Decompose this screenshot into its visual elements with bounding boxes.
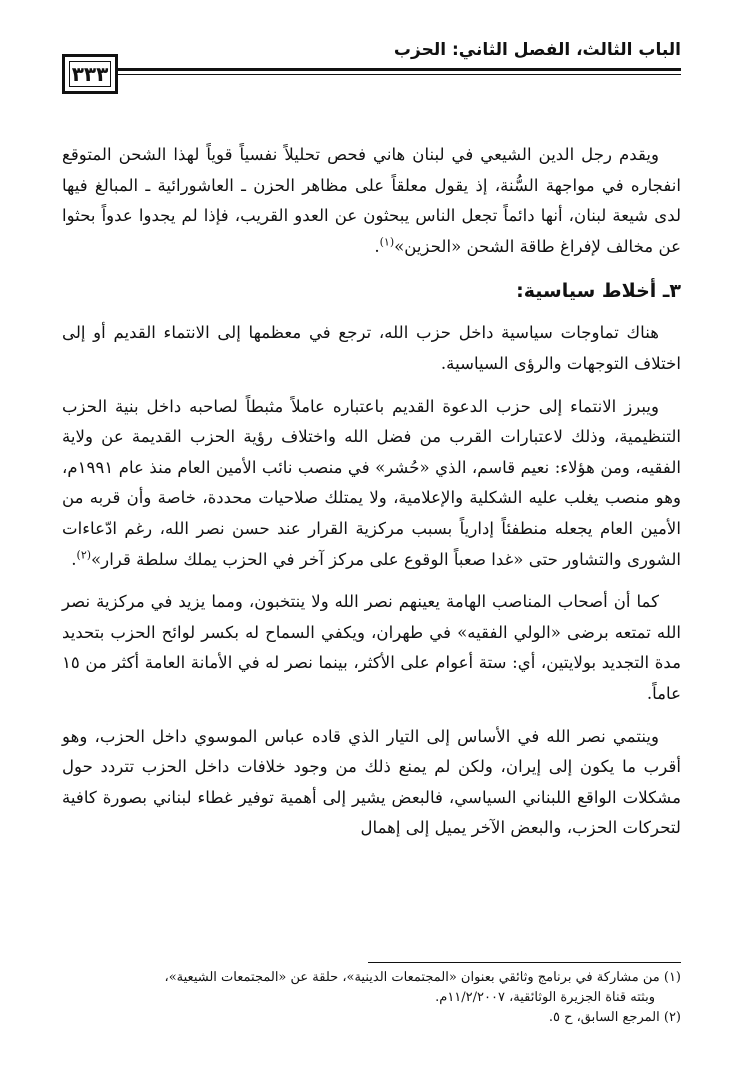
section-heading: ٣ـ أخلاط سياسية: [516, 280, 681, 303]
header-rule-thin [118, 74, 681, 75]
footnote-separator [368, 962, 681, 963]
page-header [62, 38, 681, 98]
footnote-1-continuation: وبثته قناة الجزيرة الوثائقية، ١١/٢/٢٠٠٧م. [435, 990, 655, 1005]
paragraph-5: وينتمي نصر الله في الأساس إلى التيار الذي قاده عباس الموسوي داخل الحزب، وهو أقرب ما يكون إلى إيران، ولكن لم يمنع ذلك من وجود خلافات داخل الحزب تتردد حول مشكلات الواقع اللبناني السياسي، فالبعض يشير إلى أهمية توفير غطاء لبناني بصورة كافية لتحركات الحزب، والبعض الآخر يميل إلى إهمال [62, 726, 681, 838]
running-title: الباب الثالث، الفصل الثاني: الحزب [393, 40, 681, 60]
body-text [62, 140, 681, 856]
header-rule-thick [118, 68, 681, 71]
footnotes [62, 968, 681, 1028]
footnote-2: (٢) المرجع السابق، ح ٥. [548, 1010, 681, 1025]
paragraph-4: كما أن أصحاب المناصب الهامة يعينهم نصر الله ولا ينتخبون، ومما يزيد في مركزية نصر الله تمتعه برضى «الولي الفقيه» في طهران، ويكفي السماح له بكسر لوائح الحزب بتحديد مدة التجديد بولايتين، أي: ستة أعوام على الأكثر، بينما نصر له في الأمانة العامة أكثر من ١٥ عاماً. [62, 592, 681, 703]
paragraph-3 [62, 392, 681, 576]
paragraph-1-end: . [374, 236, 380, 256]
footnote-ref-2[interactable]: (٢) [76, 548, 92, 561]
footnote-1: (١) من مشاركة في برنامج وثائقي بعنوان «المجتمعات الدينية»، حلقة عن «المجتمعات الشيعية»، [164, 970, 681, 985]
page-number: ٣٣٣ [71, 62, 109, 86]
paragraph-3-text: ويبرز الانتماء إلى حزب الدعوة القديم باعتباره عاملاً مثبطاً لصاحبه داخل بنية الحزب التنظيمية، وذلك لاعتبارات القرب من فضل الله واختلاف رؤية الحزب القديمة عن ولاية الفقيه، ومن هؤلاء: نعيم قاسم، الذي «حُشر» في منصب نائب الأمين العام منذ عام ١٩٩١م، وهو منصب يغلب عليه الشكلية والإعلامية، ولا يمتلك صلاحيات محددة، خاصة وأن قربه من الأمين العام يجعله منطفئاً إدارياً بسبب مركزية القرار عند حسن نصر الله، رغم ادّعاءات الشورى والتشاور حتى «غدا صعباً الوقوع على مركز آخر في الحزب يملك سلطة قرار» [62, 396, 681, 569]
page-number-box [62, 54, 118, 94]
paragraph-1 [62, 140, 681, 262]
paragraph-3-end: . [71, 549, 77, 569]
footnote-ref-1[interactable]: (١) [379, 235, 395, 249]
paragraph-2: هناك تماوجات سياسية داخل حزب الله، ترجع في معظمها إلى الانتماء القديم أو إلى اختلاف التوجهات والرؤى السياسية. [62, 323, 681, 373]
paragraph-1-text: ويقدم رجل الدين الشيعي في لبنان هاني فحص تحليلاً نفسياً قوياً لهذا الشحن المتوقع انفجاره في مواجهة السُّنة، إذ يقول معلقاً على مظاهر الحزن ـ العاشورائية ـ المبالغ فيها لدى شيعة لبنان، أنها دائماً تجعل الناس يبحثون عن العدو القريب، فإذا لم يجدوا عدواً بحثوا عن مخالف لإفراغ طاقة الشحن «الحزين» [62, 145, 681, 256]
